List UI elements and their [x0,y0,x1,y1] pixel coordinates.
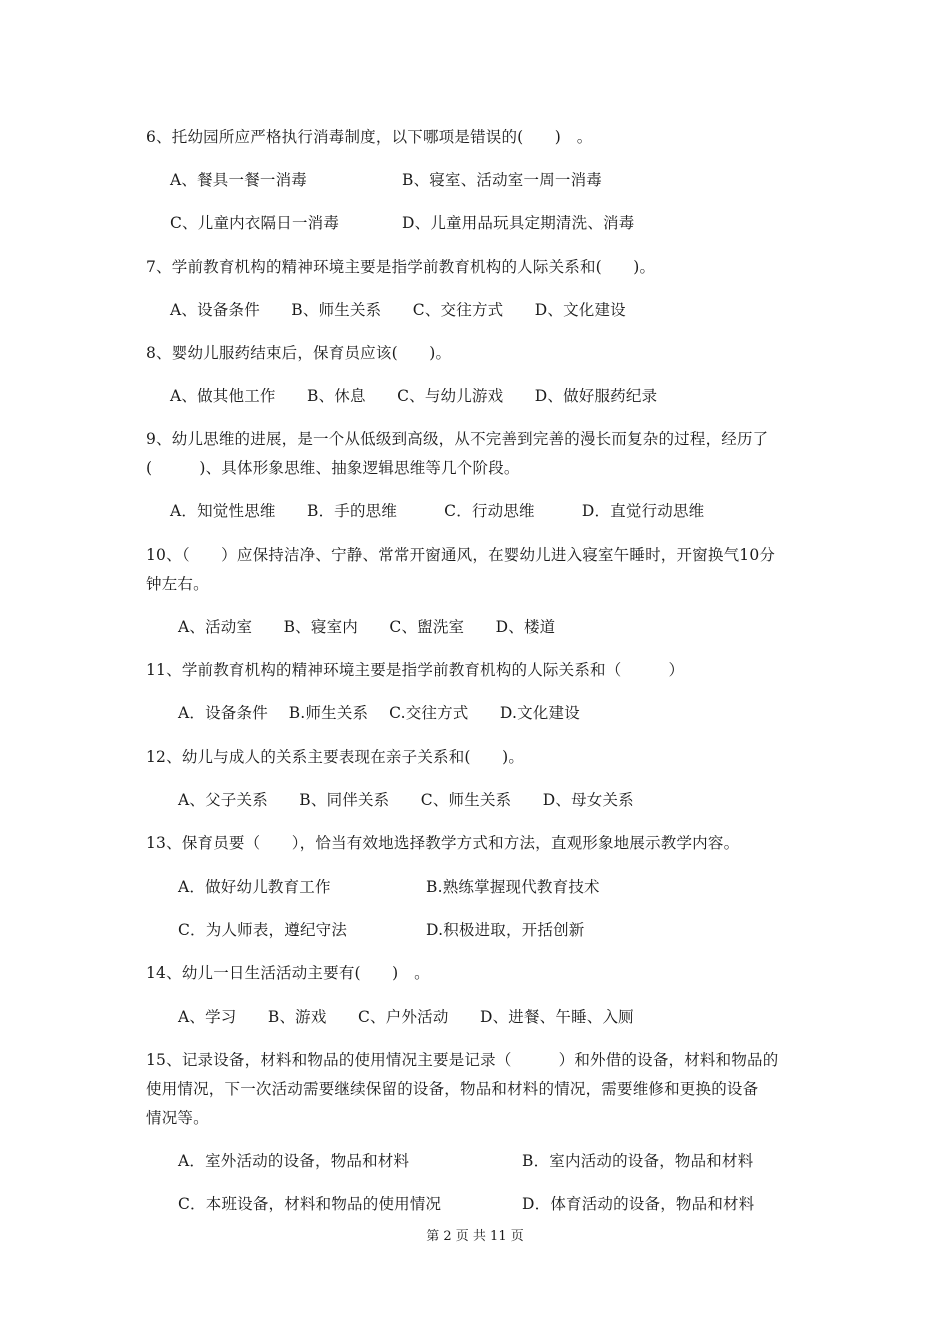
question-9-options: A．知觉性思维 B．手的思维 C．行动思维 D．直觉行动思维 [170,502,705,520]
question-13-option-d: D.积极进取，开括创新 [426,921,585,939]
question-9-stem-line1: 9、幼儿思维的进展，是一个从低级到高级，从不完善到完善的漫长而复杂的过程，经历了 [146,430,769,448]
question-8-options: A、做其他工作 B、休息 C、与幼儿游戏 D、做好服药纪录 [170,387,658,405]
question-15-option-b: B．室内活动的设备，物品和材料 [522,1152,754,1170]
question-6-option-a: A、餐具一餐一消毒 [170,171,307,189]
question-11-stem: 11、学前教育机构的精神环境主要是指学前教育机构的人际关系和（ ） [146,661,685,679]
question-14-stem: 14、幼儿一日生活活动主要有( ) 。 [146,964,430,982]
question-15-stem-line2: 使用情况，下一次活动需要继续保留的设备，物品和材料的情况，需要维修和更换的设备 [146,1080,759,1098]
question-6-option-d: D、儿童用品玩具定期清洗、消毒 [402,214,635,232]
question-15-option-d: D．体育活动的设备，物品和材料 [522,1195,755,1213]
question-10-options: A、活动室 B、寝室内 C、盥洗室 D、楼道 [178,618,556,636]
question-13-stem: 13、保育员要（ ），恰当有效地选择教学方式和方法，直观形象地展示教学内容。 [146,834,740,852]
question-13-option-b: B.熟练掌握现代教育技术 [426,878,600,896]
question-12-stem: 12、幼儿与成人的关系主要表现在亲子关系和( )。 [146,748,525,766]
question-7-stem: 7、学前教育机构的精神环境主要是指学前教育机构的人际关系和( )。 [146,258,656,276]
question-14-options: A、学习 B、游戏 C、户外活动 D、进餐、午睡、入厕 [178,1008,634,1026]
question-15-stem-line3: 情况等。 [146,1109,209,1127]
question-13-option-a: A．做好幼儿教育工作 [178,878,331,896]
question-10-stem-line1: 10、（ ）应保持洁净、宁静、常常开窗通风，在婴幼儿进入寝室午睡时，开窗换气10分 [146,546,776,564]
question-7-options: A、设备条件 B、师生关系 C、交往方式 D、文化建设 [170,301,626,319]
question-11-options: A．设备条件 B.师生关系 C.交往方式 D.文化建设 [178,704,580,722]
page-number-footer: 第 2 页 共 11 页 [426,1229,524,1244]
question-6-stem: 6、托幼园所应严格执行消毒制度，以下哪项是错误的( ) 。 [146,128,593,146]
question-6-option-c: C、儿童内衣隔日一消毒 [170,214,340,232]
question-10-stem-line2: 钟左右。 [146,575,209,593]
question-15-stem-line1: 15、记录设备，材料和物品的使用情况主要是记录（ ）和外借的设备，材料和物品的 [146,1051,779,1069]
question-8-stem: 8、婴幼儿服药结束后，保育员应该( )。 [146,344,452,362]
question-15-option-a: A．室外活动的设备，物品和材料 [178,1152,410,1170]
question-15-option-c: C．本班设备，材料和物品的使用情况 [178,1195,442,1213]
question-9-stem-line2: ( )、具体形象思维、抽象逻辑思维等几个阶段。 [146,459,520,477]
question-13-option-c: C．为人师表，遵纪守法 [178,921,348,939]
question-12-options: A、父子关系 B、同伴关系 C、师生关系 D、母女关系 [178,791,634,809]
question-6-option-b: B、寝室、活动室一周一消毒 [402,171,602,189]
